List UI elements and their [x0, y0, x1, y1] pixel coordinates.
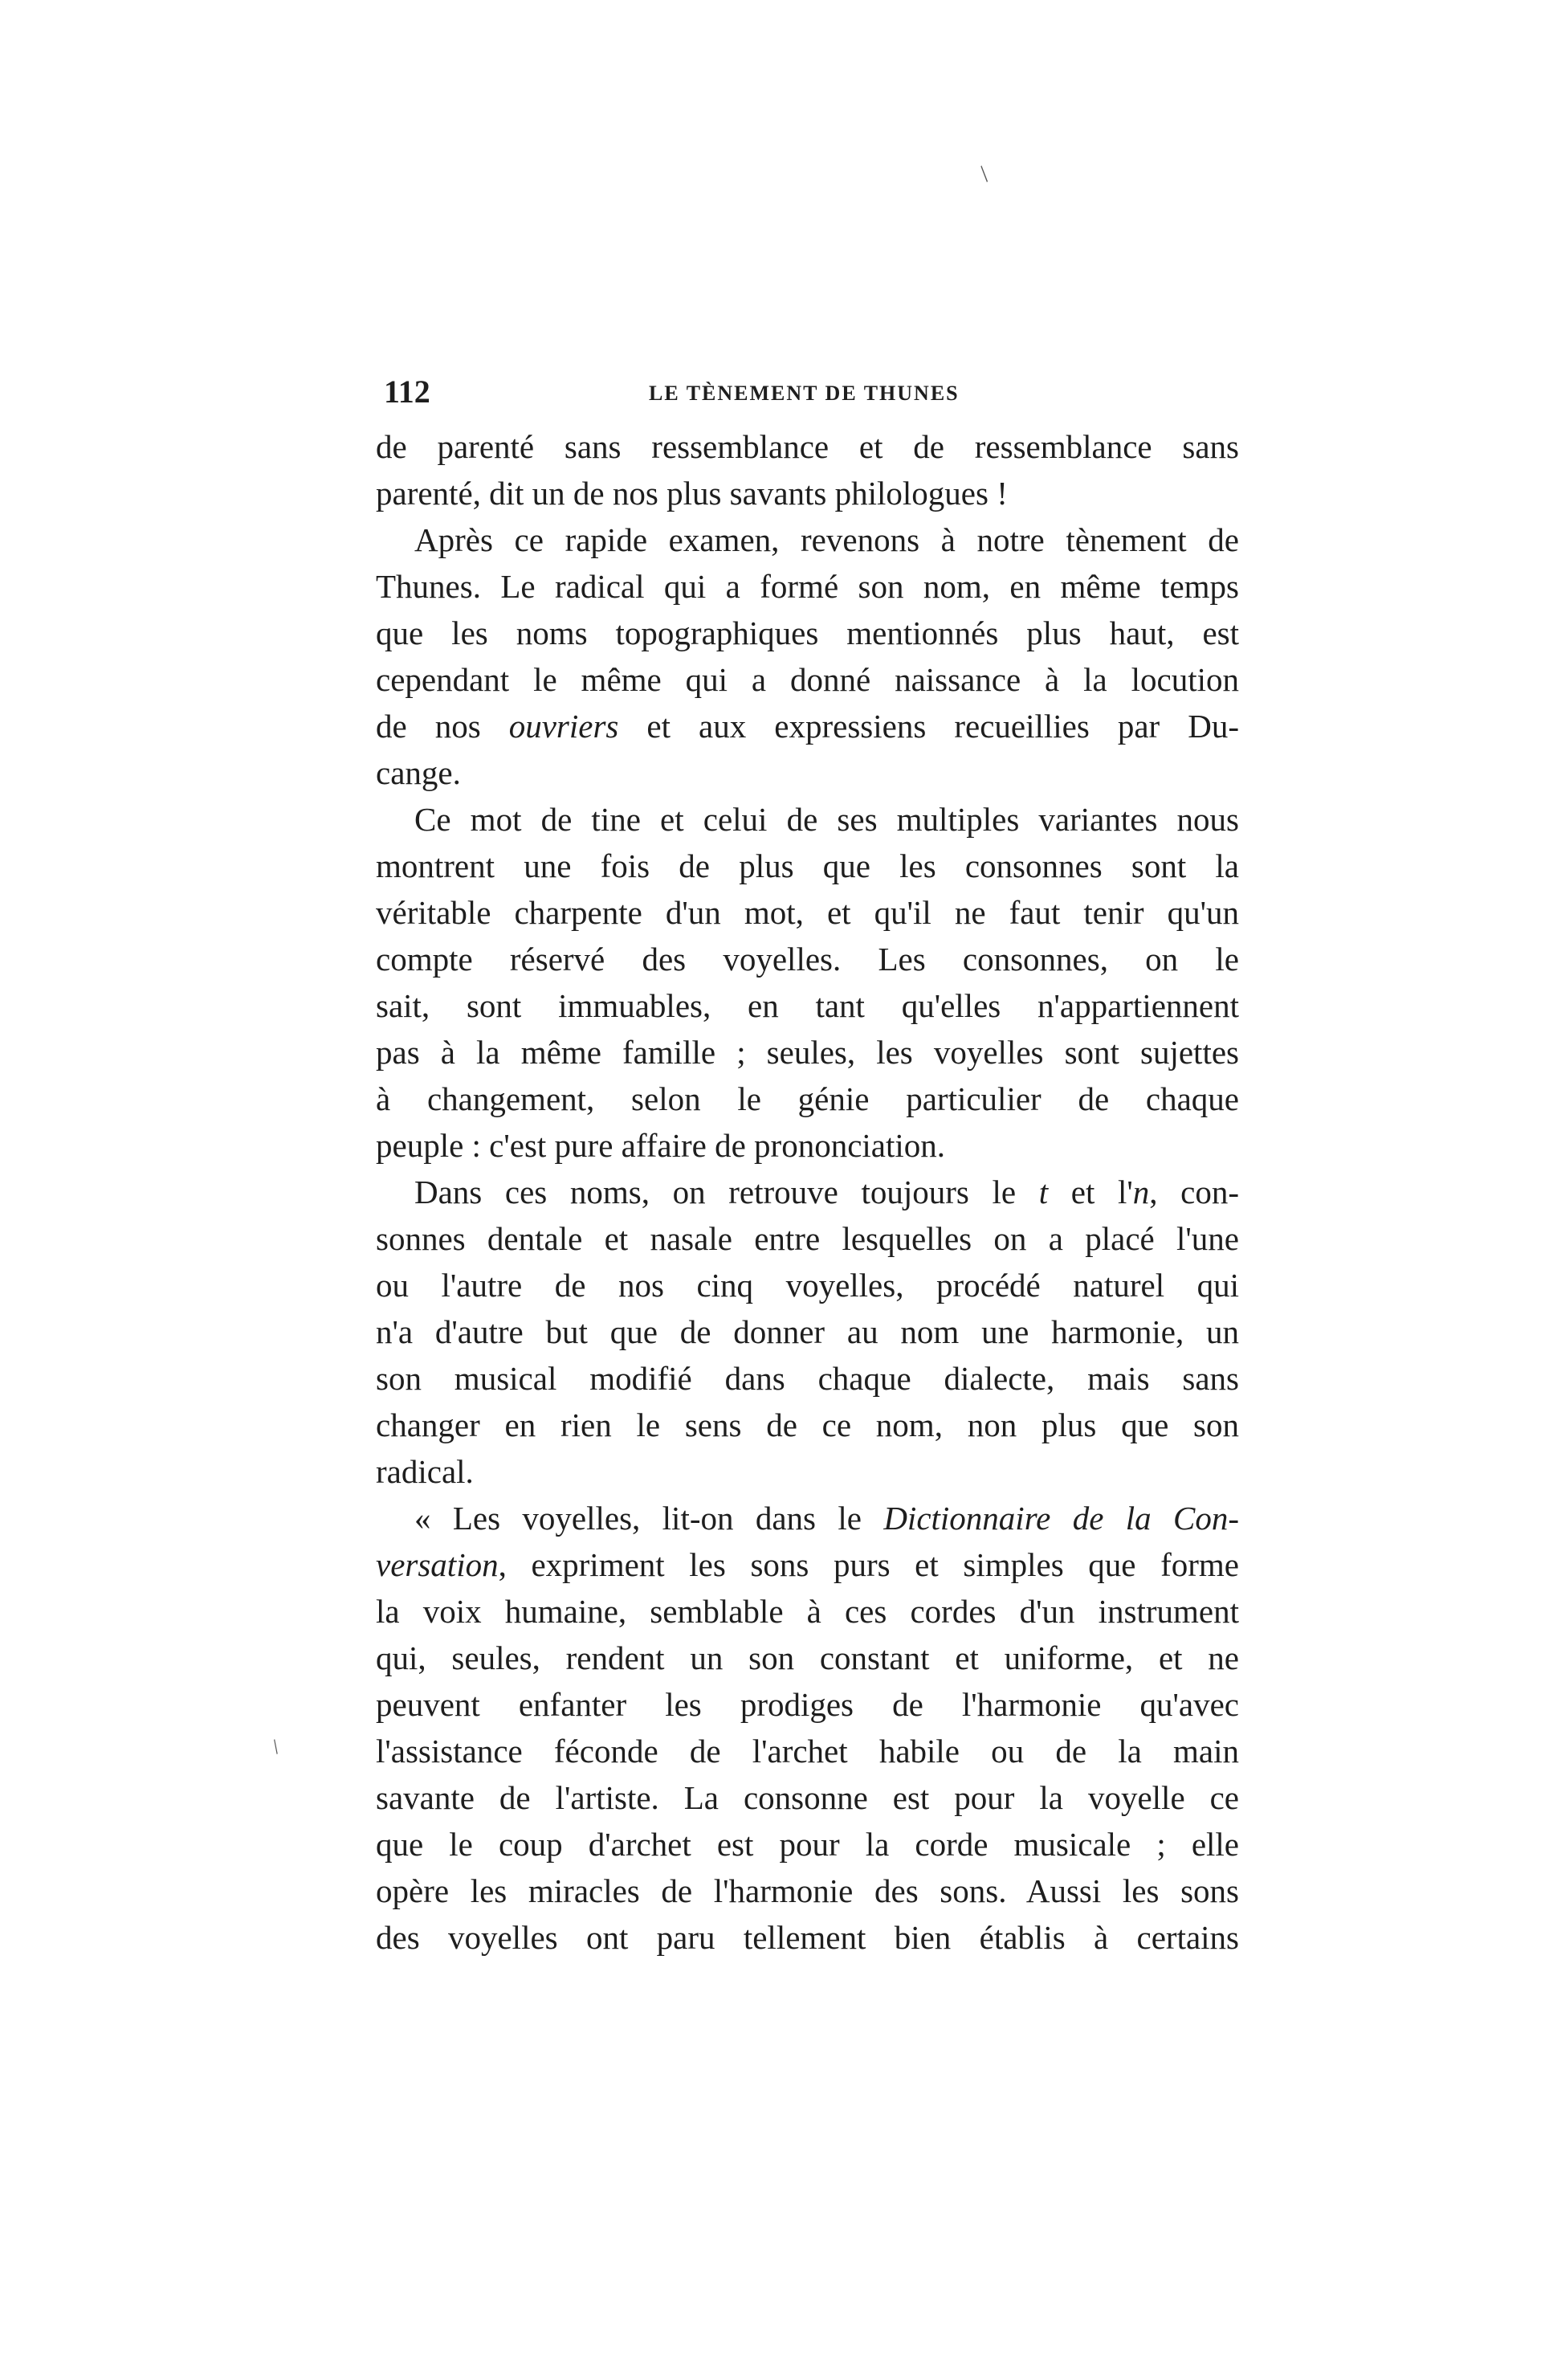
text-line: changer en rien le sens de ce nom, non plus que son — [376, 1406, 1239, 1443]
italic-text: Dictionnaire de la Con- — [883, 1500, 1240, 1537]
text-line: ou l'autre de nos cinq voyelles, procédé naturel qui — [376, 1267, 1239, 1304]
text-line: que le coup d'archet est pour la corde musicale ; elle — [376, 1826, 1239, 1863]
italic-text: t — [1038, 1174, 1049, 1210]
text-line: à changement, selon le génie particulier de chaque — [376, 1080, 1239, 1117]
text-line: montrent une fois de plus que les consonnes sont la — [376, 847, 1239, 884]
text-line: opère les miracles de l'harmonie des sons. Aussi les sons — [376, 1872, 1239, 1909]
text-line: que les noms topographiques mentionnés plus haut, est — [376, 614, 1239, 651]
text-line: véritable charpente d'un mot, et qu'il ne faut tenir qu'un — [376, 894, 1239, 931]
text-line: des voyelles ont paru tellement bien établis à certains — [376, 1919, 1239, 1956]
text-line: de nos ouvriers et aux expressiens recueillies par Du- — [376, 708, 1239, 745]
text-line: Après ce rapide examen, revenons à notre tènement de — [414, 521, 1239, 558]
text-line: « Les voyelles, lit-on dans le Dictionnaire de la Con- — [414, 1500, 1240, 1537]
text-line: parenté, dit un de nos plus savants philologues ! — [376, 475, 1008, 512]
text-line: cependant le même qui a donné naissance à la locution — [376, 661, 1239, 698]
text-line: de parenté sans ressemblance et de ressemblance sans — [376, 428, 1239, 465]
body-text — [376, 423, 1239, 1961]
text-line: la voix humaine, semblable à ces cordes d'un instrument — [376, 1593, 1239, 1630]
text-line: Ce mot de tine et celui de ses multiples variantes nous — [414, 801, 1239, 838]
text-line: n'a d'autre but que de donner au nom une harmonie, un — [376, 1313, 1239, 1350]
text-line: qui, seules, rendent un son constant et uniforme, et ne — [376, 1639, 1239, 1676]
text-line: versation, expriment les sons purs et simples que forme — [376, 1546, 1239, 1583]
text-line: compte réservé des voyelles. Les consonnes, on le — [376, 941, 1239, 978]
text-line: l'assistance féconde de l'archet habile ou de la main — [376, 1733, 1239, 1770]
text-line: pas à la même famille ; seules, les voyelles sont sujettes — [376, 1034, 1239, 1071]
italic-text: versation — [376, 1546, 499, 1583]
text-line: peuple : c'est pure affaire de prononciation. — [376, 1127, 946, 1164]
text-line: cange. — [376, 754, 461, 791]
stray-mark: / — [267, 1735, 284, 1758]
running-head: LE TÈNEMENT DE THUNES — [649, 382, 960, 405]
text-line: sonnes dentale et nasale entre lesquelles on a placé l'une — [376, 1220, 1239, 1257]
page-header — [384, 368, 1239, 416]
text-line: son musical modifié dans chaque dialecte, mais sans — [376, 1360, 1239, 1397]
italic-text: ouvriers — [508, 708, 619, 745]
text-line: savante de l'artiste. La consonne est pour la voyelle ce — [376, 1779, 1239, 1816]
stray-mark: / — [973, 161, 996, 186]
page-number: 112 — [384, 374, 430, 410]
text-line: radical. — [376, 1453, 474, 1490]
text-line: sait, sont immuables, en tant qu'elles n'appartiennent — [376, 987, 1239, 1024]
text-line: Dans ces noms, on retrouve toujours le t et l'n, con- — [414, 1174, 1239, 1210]
text-line: peuvent enfanter les prodiges de l'harmonie qu'avec — [376, 1686, 1239, 1723]
italic-text: n — [1132, 1174, 1150, 1210]
text-line: Thunes. Le radical qui a formé son nom, en même temps — [376, 568, 1239, 605]
